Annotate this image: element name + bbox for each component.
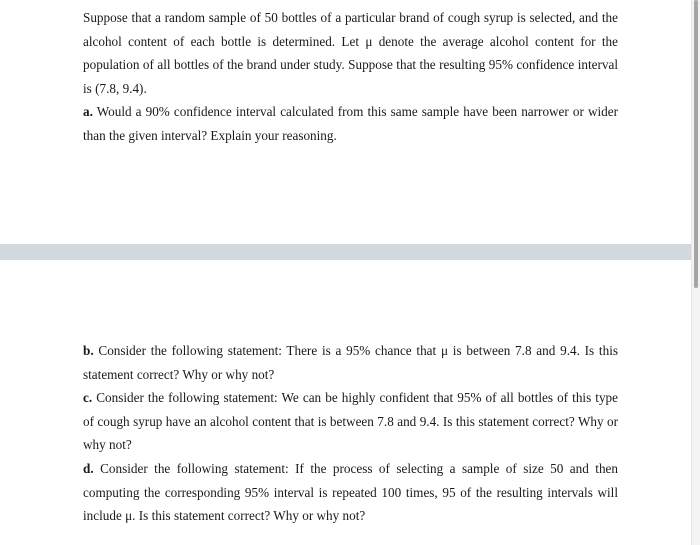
part-a-text: Would a 90% confidence interval calculated from this same sample have been narrower or wider than the given interval? Explain your reasoning. bbox=[83, 104, 618, 143]
part-c-text: Consider the following statement: We can be highly confident that 95% of all bottles of this type of cough syrup have an alcohol content that is between 7.8 and 9.4. Is this statement correct? Why or why not? bbox=[83, 390, 618, 452]
question-part-b bbox=[83, 339, 618, 386]
section-divider bbox=[0, 244, 700, 260]
part-b-label: b. bbox=[83, 343, 94, 358]
part-b-text: Consider the following statement: There is a 95% chance that μ is between 7.8 and 9.4. Is this statement correct? Why or why not? bbox=[83, 343, 618, 382]
question-part-d bbox=[83, 457, 618, 528]
question-part-a bbox=[83, 100, 618, 147]
problem-intro-text: Suppose that a random sample of 50 bottles of a particular brand of cough syrup is selected, and the alcohol content of each bottle is determined. Let μ denote the average alcohol content for the population of all bottles of the brand under study. Suppose that the resulting 95% confidence interval is (7.8, 9.4). bbox=[83, 10, 618, 96]
question-part-c bbox=[83, 386, 618, 457]
part-c-label: c. bbox=[83, 390, 93, 405]
part-d-label: d. bbox=[83, 461, 94, 476]
part-a-label: a. bbox=[83, 104, 93, 119]
problem-intro bbox=[83, 6, 618, 100]
part-d-text: Consider the following statement: If the process of selecting a sample of size 50 and then computing the corresponding 95% interval is repeated 100 times, 95 of the resulting intervals will include μ. Is this statement correct? Why or why not? bbox=[83, 461, 618, 523]
scrollbar-thumb[interactable] bbox=[694, 0, 698, 288]
